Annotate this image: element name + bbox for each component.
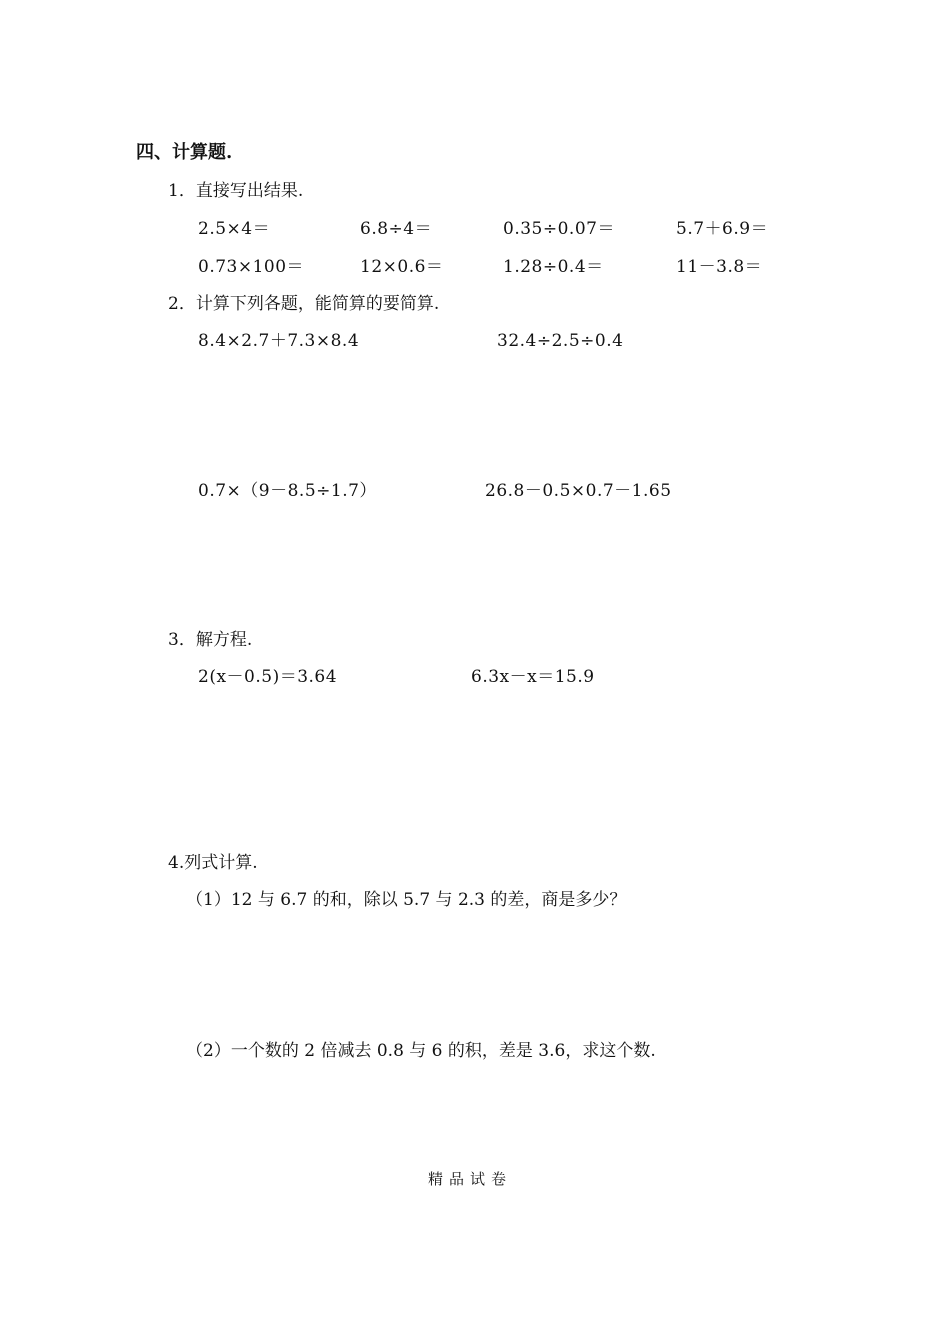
- q4-item: （1）12 与 6.7 的和，除以 5.7 与 2.3 的差，商是多少？: [186, 890, 627, 910]
- q4-item: （2）一个数的 2 倍减去 0.8 与 6 的积，差是 3.6，求这个数.: [186, 1041, 656, 1061]
- q3-equation: 6.3x－x＝15.9: [471, 667, 595, 687]
- q2-expr: 0.7×（9－8.5÷1.7）: [198, 481, 377, 501]
- q1-expr: 6.8÷4＝: [360, 219, 433, 239]
- q3-heading: 3．解方程.: [168, 630, 253, 650]
- q3-equation: 2(x－0.5)＝3.64: [198, 667, 338, 687]
- q1-expr: 11－3.8＝: [676, 257, 763, 277]
- q1-expr: 0.35÷0.07＝: [503, 219, 615, 239]
- section-title: 四、计算题.: [136, 142, 233, 163]
- q1-expr: 5.7＋6.9＝: [676, 219, 769, 239]
- q2-heading: 2．计算下列各题，能简算的要简算.: [168, 294, 440, 314]
- q2-expr: 8.4×2.7＋7.3×8.4: [198, 331, 360, 351]
- q1-expr: 1.28÷0.4＝: [503, 257, 604, 277]
- q2-expr: 26.8－0.5×0.7－1.65: [485, 481, 672, 501]
- q1-expr: 0.73×100＝: [198, 257, 305, 277]
- page-footer: 精品试卷: [428, 1170, 513, 1188]
- q1-heading: 1．直接写出结果.: [168, 181, 304, 201]
- q1-expr: 2.5×4＝: [198, 219, 271, 239]
- q4-heading: 4.列式计算.: [168, 853, 258, 873]
- q1-expr: 12×0.6＝: [360, 257, 444, 277]
- q2-expr: 32.4÷2.5÷0.4: [497, 331, 624, 351]
